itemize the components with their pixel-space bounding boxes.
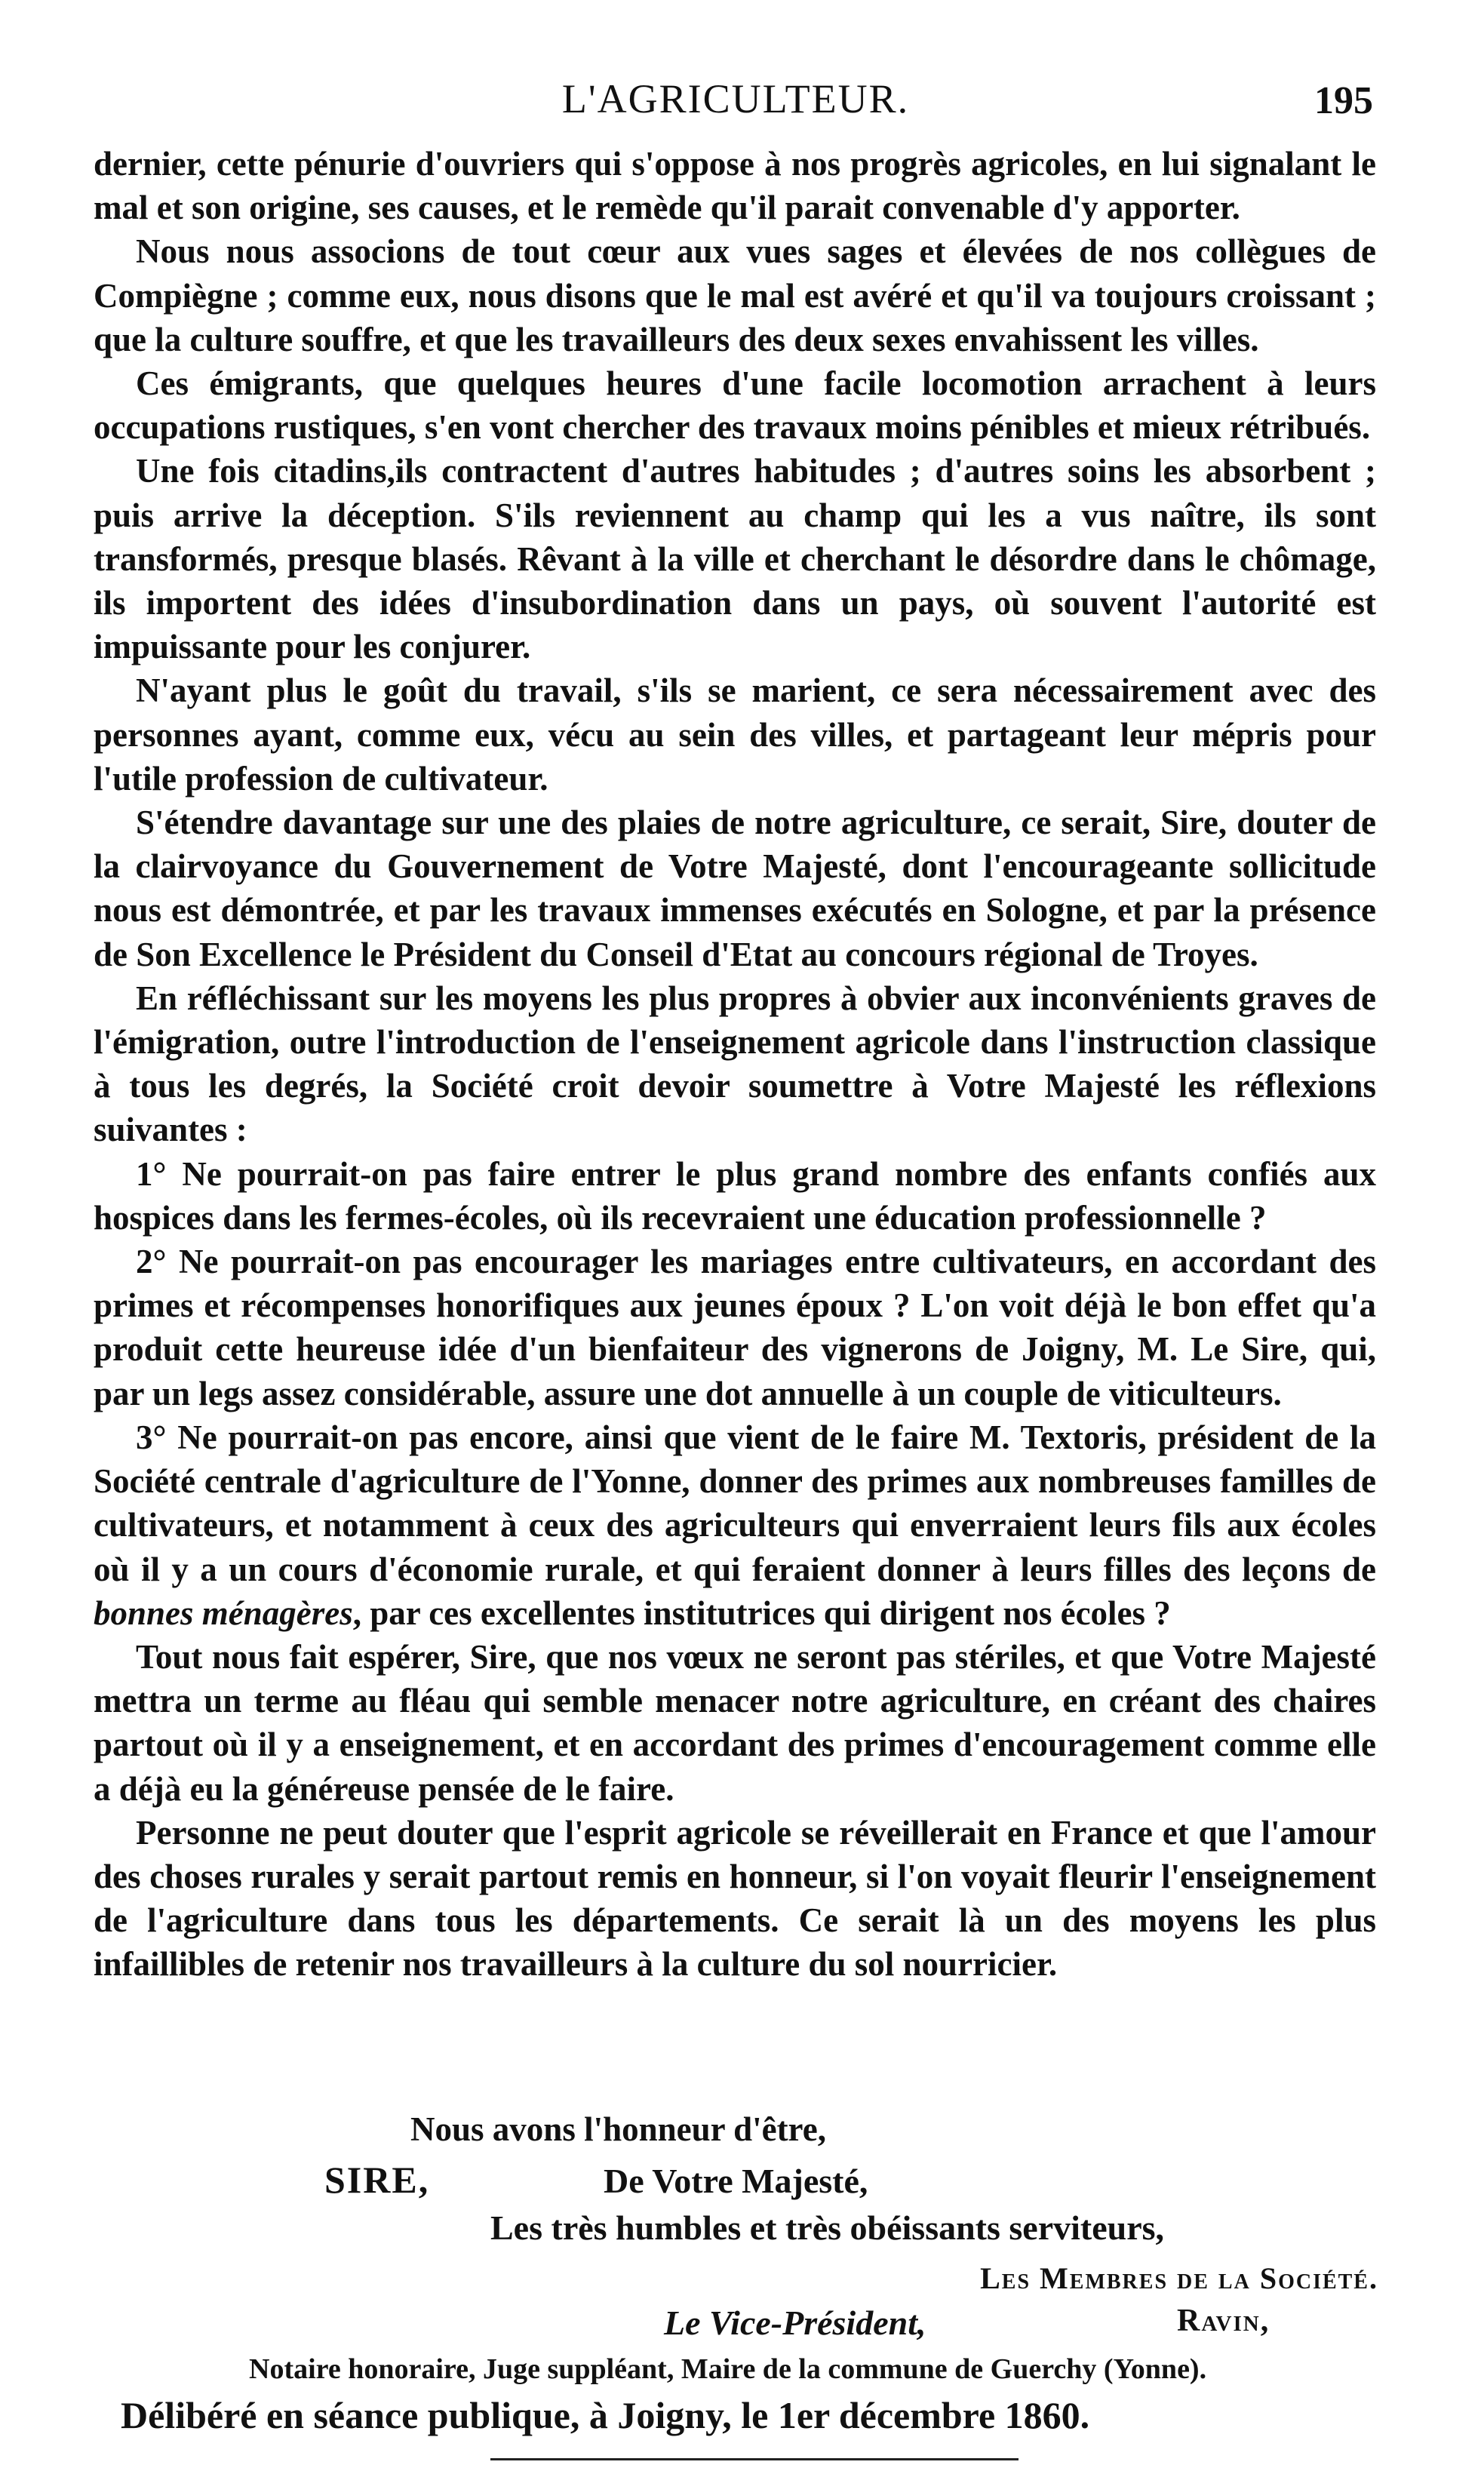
numbered-paragraph: 1° Ne pourrait-on pas faire entrer le plus grand nombre des enfants confiés aux hospices dans les fermes-écoles, où ils recevraient une éducation professionnelle ? (94, 1154, 1376, 1237)
paragraph: S'étendre davantage sur une des plaies de notre agriculture, ce serait, Sire, douter de la clairvoyance du Gouvernement de Votre Majesté, dont l'encourageante sollicitude nous est démontrée, et par les travaux immenses exécutés en Sologne, et par la présence de Son Excellence le Président du Conseil d'Etat au concours régional de Troyes. (94, 804, 1376, 973)
closing-majesty: De Votre Majesté, (604, 2162, 868, 2200)
italic-phrase: bonnes ménagères (94, 1594, 353, 1632)
deliberation-date: Délibéré en séance publique, à Joigny, le 1er décembre 1860. (121, 2394, 1090, 2436)
paragraph: N'ayant plus le goût du travail, s'ils se marient, ce sera nécessairement avec des personnes ayant, comme eux, vécu au sein des villes, et partageant leur mépris pour l'utile profession de cultivateur. (94, 672, 1376, 798)
signature-members: Les Membres de la Société. (980, 2261, 1378, 2295)
paragraph: dernier, cette pénurie d'ouvriers qui s'oppose à nos progrès agricoles, en lui signalant le mal et son origine, ses causes, et le remède qu'il parait convenable d'y apporter. (94, 145, 1376, 227)
signature-name: Ravin, (1177, 2304, 1270, 2338)
numbered-paragraph (94, 1415, 1376, 1635)
paragraph: Nous nous associons de tout cœur aux vues sages et élevées de nos collègues de Compiègne ; comme eux, nous disons que le mal est avéré et qu'il va toujours croissant ; que la culture souffre, et que les travailleurs des deux sexes envahissent les villes. (94, 232, 1376, 358)
paragraph: Ces émigrants, que quelques heures d'une facile locomotion arrachent à leurs occupations rustiques, s'en vont chercher des travaux moins pénibles et mieux rétribués. (94, 364, 1376, 447)
page-number: 195 (1314, 79, 1373, 122)
paragraph: En réfléchissant sur les moyens les plus propres à obvier aux inconvénients graves de l'émigration, outre l'introduction de l'enseignement agricole dans l'instruction classique à tous les degrés, la Société croit devoir soumettre à Votre Majesté les réflexions suivantes : (94, 979, 1376, 1149)
bottom-rule (490, 2458, 1019, 2460)
page-header (98, 75, 1373, 136)
signatory-credentials: Notaire honoraire, Juge suppléant, Maire de la commune de Guerchy (Yonne). (249, 2353, 1207, 2385)
running-title: L'AGRICULTEUR. (561, 76, 910, 121)
paragraph: Personne ne peut douter que l'esprit agricole se réveillerait en France et que l'amour des choses rurales y serait partout remis en honneur, si l'on voyait fleurir l'enseignement de l'agriculture dans tous les départements. Ce serait là un des moyens les plus infaillibles de retenir nos travailleurs à la culture du sol nourricier. (94, 1813, 1376, 1984)
salutation-sire: SIRE, (324, 2159, 430, 2201)
paragraph: Tout nous fait espérer, Sire, que nos vœux ne seront pas stériles, et que Votre Majesté mettra un terme au fléau qui semble menacer notre agriculture, en créant des chaires partout où il y a enseignement, et en accordant des primes d'encouragement comme elle a déjà eu la généreuse pensée de le faire. (94, 1637, 1376, 1808)
paragraph-text: 3° Ne pourrait-on pas encore, ainsi que vient de le faire M. Textoris, président de la Société centrale d'agriculture de l'Yonne, donner des primes aux nombreuses familles de cultivateurs, et notamment à ceux des agriculteurs qui enverraient leurs fils aux écoles où il y a un cours d'économie rurale, et qui feraient donner à leurs filles des leçons de (94, 1418, 1376, 1588)
closing-servants: Les très humbles et très obéissants serviteurs, (490, 2208, 1165, 2247)
closing-honor: Nous avons l'honneur d'être, (410, 2110, 826, 2148)
paragraph-tail: , par ces excellentes institutrices qui dirigent nos écoles ? (352, 1594, 1171, 1632)
paragraph: Une fois citadins,ils contractent d'autres habitudes ; d'autres soins les absorbent ; puis arrive la déception. S'ils reviennent au champ qui les a vus naître, ils sont transformés, presque blasés. Rêvant à la ville et cherchant le désordre dans le chômage, ils importent des idées d'insubordination dans un pays, où souvent l'autorité est impuissante pour les conjurer. (94, 452, 1376, 666)
signature-title: Le Vice-Président, (664, 2304, 926, 2342)
numbered-paragraph: 2° Ne pourrait-on pas encourager les mariages entre cultivateurs, en accordant des primes et récompenses honorifiques aux jeunes époux ? L'on voit déjà le bon effet qu'a produit cette heureuse idée d'un bienfaiteur des vignerons de Joigny, M. Le Sire, qui, par un legs assez considérable, assure une dot annuelle à un couple de viticulteurs. (94, 1243, 1376, 1412)
body-text (94, 142, 1376, 1987)
